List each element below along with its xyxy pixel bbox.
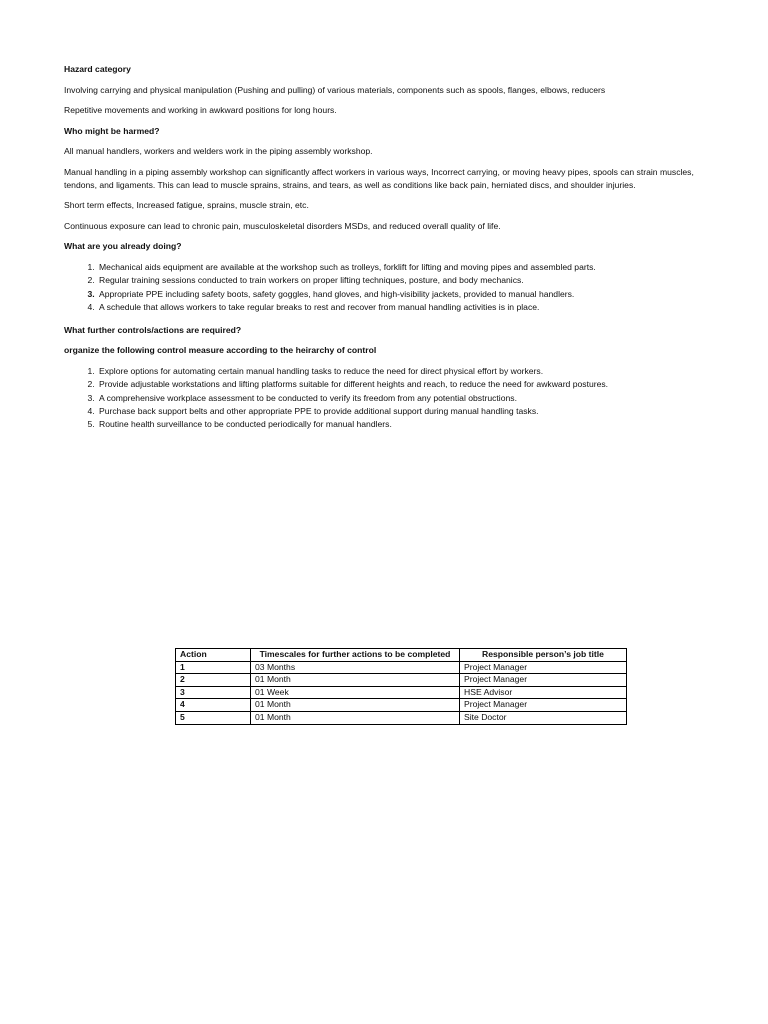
timescale-cell: 01 Month — [251, 699, 460, 712]
harmed-line-4: Continuous exposure can lead to chronic pain, musculoskeletal disorders MSDs, and reduced overall quality of life. — [64, 220, 501, 231]
action-cell: 4 — [176, 699, 251, 712]
list-item: 2. Provide adjustable workstations and lifting platforms suitable for different heights and reach, to reduce the need for awkward postures. — [97, 378, 704, 391]
action-table — [175, 648, 627, 725]
table-row — [176, 661, 627, 674]
timescale-cell: 01 Month — [251, 711, 460, 724]
action-cell: 3 — [176, 686, 251, 699]
list-item: 2. Regular training sessions conducted to train workers on proper lifting techniques, posture, and body mechanics. — [97, 274, 704, 287]
table-row — [176, 711, 627, 724]
further-controls-list — [64, 365, 704, 432]
harmed-line-1: All manual handlers, workers and welders work in the piping assembly workshop. — [64, 146, 373, 157]
hierarchy-instruction: organize the following control measure according to the heirarchy of control — [64, 345, 377, 356]
action-cell: 1 — [176, 661, 251, 674]
already-doing-heading: What are you already doing? — [64, 241, 182, 252]
timescale-cell: 01 Week — [251, 686, 460, 699]
hazard-line-1: Involving carrying and physical manipulation (Pushing and pulling) of various materials, components such as spools, flanges, elbows, reducers — [64, 84, 606, 95]
list-item: 4. A schedule that allows workers to take regular breaks to rest and recover from manual handling activities is in place. — [97, 301, 704, 314]
action-table-container — [175, 648, 627, 725]
list-item: 4. Purchase back support belts and other appropriate PPE to provide additional support during manual handling tasks. — [97, 405, 704, 418]
list-item: 1. Mechanical aids equipment are available at the workshop such as trolleys, forklift for lifting and moving pipes and assembled parts. — [97, 261, 704, 274]
document-body — [64, 63, 704, 441]
responsible-cell: Project Manager — [460, 674, 627, 687]
harmed-line-3: Short term effects, Increased fatigue, sprains, muscle strain, etc. — [64, 200, 309, 211]
existing-controls-list — [64, 261, 704, 315]
table-row — [176, 686, 627, 699]
further-controls-heading: What further controls/actions are required? — [64, 324, 242, 335]
harmed-line-2: Manual handling in a piping assembly workshop can significantly affect workers in various ways, Incorrect carrying, or moving heavy pipes, spools can strain muscles, tendons, and ligaments. This can lead to muscle sprains, strains, and tears, as well as conditions like back pain, herniated discs, and shoulder injuries. — [64, 166, 694, 190]
action-header: Action — [176, 649, 251, 662]
list-item: 3. Appropriate PPE including safety boots, safety goggles, hand gloves, and high-visibility jackets, provided to manual handlers. — [97, 288, 704, 301]
table-row — [176, 674, 627, 687]
hazard-line-2: Repetitive movements and working in awkward positions for long hours. — [64, 105, 337, 116]
list-item: 5. Routine health surveillance to be conducted periodically for manual handlers. — [97, 418, 704, 431]
responsible-cell: HSE Advisor — [460, 686, 627, 699]
action-cell: 5 — [176, 711, 251, 724]
action-cell: 2 — [176, 674, 251, 687]
timescale-header: Timescales for further actions to be completed — [251, 649, 460, 662]
hazard-category-heading: Hazard category — [64, 64, 131, 74]
responsible-cell: Project Manager — [460, 699, 627, 712]
table-header-row — [176, 649, 627, 662]
list-item: 1. Explore options for automating certain manual handling tasks to reduce the need for direct physical effort by workers. — [97, 365, 704, 378]
responsible-header: Responsible person’s job title — [460, 649, 627, 662]
who-harmed-heading: Who might be harmed? — [64, 125, 160, 136]
table-row — [176, 699, 627, 712]
timescale-cell: 01 Month — [251, 674, 460, 687]
timescale-cell: 03 Months — [251, 661, 460, 674]
list-item: 3. A comprehensive workplace assessment to be conducted to verify its freedom from any potential obstructions. — [97, 392, 704, 405]
responsible-cell: Project Manager — [460, 661, 627, 674]
responsible-cell: Site Doctor — [460, 711, 627, 724]
